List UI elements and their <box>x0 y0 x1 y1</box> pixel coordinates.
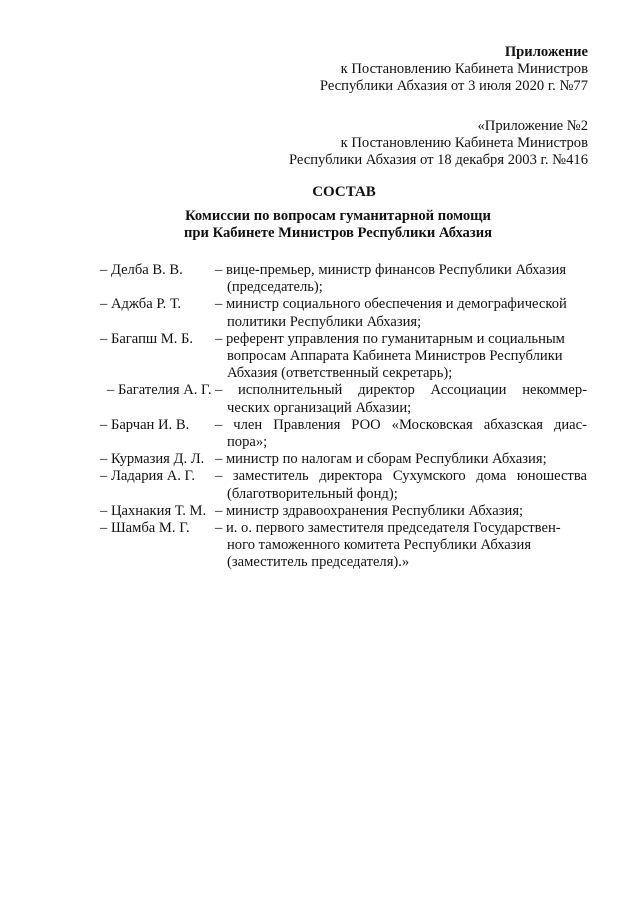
appendix-heading: Приложение <box>504 44 588 60</box>
member-name: – Аджба Р. Т. <box>100 296 182 313</box>
original-appendix-line-2: к Постановлению Кабинета Министров <box>340 135 588 152</box>
member-role-line: – министр здравоохранения Республики Абхазия; <box>215 502 524 519</box>
subtitle-line-1: Комиссии по вопросам гуманитарной помощи <box>185 208 491 224</box>
member-role-line: – вице-премьер, министр финансов Республики Абхазия <box>215 262 567 278</box>
member-role-line: – министр социального обеспечения и демографической <box>215 296 567 313</box>
member-name: – Делба В. В. <box>100 262 183 278</box>
member-name: – Курмазия Д. Л. <box>100 451 205 468</box>
member-role <box>215 331 587 383</box>
member-role <box>215 468 587 502</box>
member-role-line: – исполнительный директор Ассоциации некоммер- <box>215 382 587 399</box>
member-row <box>0 417 640 451</box>
member-role-line: – референт управления по гуманитарным и социальным <box>215 330 565 347</box>
member-role-line: ческих организаций Абхазии; <box>227 399 412 416</box>
member-role <box>215 503 587 520</box>
member-role-line: – министр по налогам и сборам Республики Абхазия; <box>215 451 547 468</box>
member-row <box>0 451 640 468</box>
member-role <box>215 417 587 451</box>
appendix-line-2: Республики Абхазия от 3 июля 2020 г. №77 <box>319 78 588 95</box>
member-row <box>0 382 640 416</box>
member-role-line: Абхазия (ответственный секретарь); <box>227 365 453 382</box>
original-appendix-header <box>289 118 588 170</box>
member-role <box>215 451 587 468</box>
document-title: СОСТАВ <box>312 184 376 200</box>
member-role <box>215 520 587 572</box>
member-role <box>215 296 587 330</box>
member-row <box>0 296 640 330</box>
member-row <box>0 520 640 572</box>
subtitle-line-2: при Кабинете Министров Республики Абхазия <box>183 225 493 242</box>
members-list <box>0 262 640 572</box>
member-role-line: политики Республики Абхазия; <box>227 313 422 330</box>
member-role-line: (благотворительный фонд); <box>227 485 398 502</box>
appendix-header <box>320 44 588 96</box>
member-name: – Цахнакия Т. М. <box>100 502 207 519</box>
document-subtitle <box>0 208 640 242</box>
appendix-line-1: к Постановлению Кабинета Министров <box>340 61 588 78</box>
member-name: – Барчан И. В. <box>100 416 190 433</box>
member-name: – Ладария А. Г. <box>100 468 195 485</box>
member-role-line: ного таможенного комитета Республики Абхазия <box>227 537 532 554</box>
member-row <box>0 331 640 383</box>
original-appendix-line-3: Республики Абхазия от 18 декабря 2003 г. №416 <box>288 152 588 169</box>
member-name: – Багапш М. Б. <box>100 330 194 347</box>
member-role-line: пора»; <box>227 434 268 451</box>
member-role-line: – заместитель директора Сухумского дома юношества <box>215 468 587 485</box>
member-role-line: – и. о. первого заместителя председателя Государствен- <box>215 520 561 537</box>
member-role <box>215 262 587 296</box>
member-role-line: – член Правления РОО «Московская абхазская диас- <box>215 416 587 433</box>
member-row <box>0 503 640 520</box>
member-role-line: (заместитель председателя).» <box>227 554 410 571</box>
member-row <box>0 262 640 296</box>
member-name: – Багателия А. Г. <box>107 382 212 399</box>
member-role-line: (председатель); <box>227 279 323 296</box>
member-role <box>215 382 587 416</box>
member-name: – Шамба М. Г. <box>100 520 190 537</box>
member-role-line: вопросам Аппарата Кабинета Министров Республики <box>227 348 563 365</box>
member-row <box>0 468 640 502</box>
original-appendix-line-1: «Приложение №2 <box>477 118 588 134</box>
